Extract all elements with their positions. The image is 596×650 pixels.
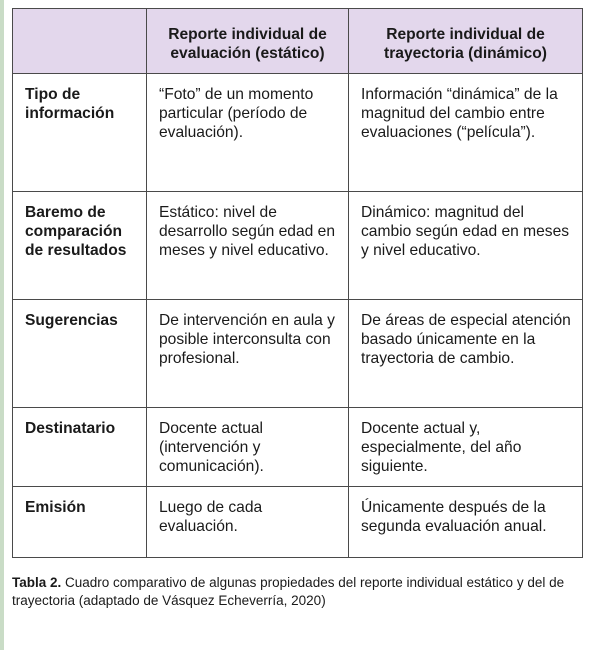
table-row <box>13 300 583 408</box>
comparison-table <box>12 8 583 558</box>
table-body <box>13 74 583 558</box>
static-cell: “Foto” de un momento particular (período de evaluación). <box>147 74 349 192</box>
table-header <box>13 9 583 74</box>
table-row <box>13 408 583 487</box>
dynamic-cell: Información “dinámica” de la magnitud del cambio entre evaluaciones (“película”). <box>349 74 583 192</box>
table-row <box>13 74 583 192</box>
table-caption <box>12 574 587 610</box>
static-cell: Docente actual (intervención y comunicación). <box>147 408 349 487</box>
header-dynamic-report: Reporte individual de trayectoria (dinámico) <box>349 9 583 74</box>
static-cell: De intervención en aula y posible interconsulta con profesional. <box>147 300 349 408</box>
header-static-report: Reporte individual de evaluación (estático) <box>147 9 349 74</box>
table-row <box>13 192 583 300</box>
row-label: Sugerencias <box>13 300 147 408</box>
page-edge-decoration <box>0 0 4 650</box>
caption-text: Cuadro comparativo de algunas propiedades del reporte individual estático y del de trayectoria (adaptado de Vásquez Echeverría, 2020) <box>12 575 565 608</box>
table-figure <box>12 8 586 624</box>
row-label: Emisión <box>13 487 147 558</box>
table-row <box>13 487 583 558</box>
caption-label: Tabla 2. <box>12 575 62 590</box>
static-cell: Luego de cada evaluación. <box>147 487 349 558</box>
dynamic-cell: Docente actual y, especialmente, del año siguiente. <box>349 408 583 487</box>
row-label: Tipo de información <box>13 74 147 192</box>
row-label: Destinatario <box>13 408 147 487</box>
dynamic-cell: De áreas de especial atención basado únicamente en la trayectoria de cambio. <box>349 300 583 408</box>
dynamic-cell: Dinámico: magnitud del cambio según edad en meses y nivel educativo. <box>349 192 583 300</box>
dynamic-cell: Únicamente después de la segunda evaluación anual. <box>349 487 583 558</box>
header-corner-cell <box>13 9 147 74</box>
header-row <box>13 9 583 74</box>
row-label: Baremo de comparación de resultados <box>13 192 147 300</box>
static-cell: Estático: nivel de desarrollo según edad en meses y nivel educativo. <box>147 192 349 300</box>
